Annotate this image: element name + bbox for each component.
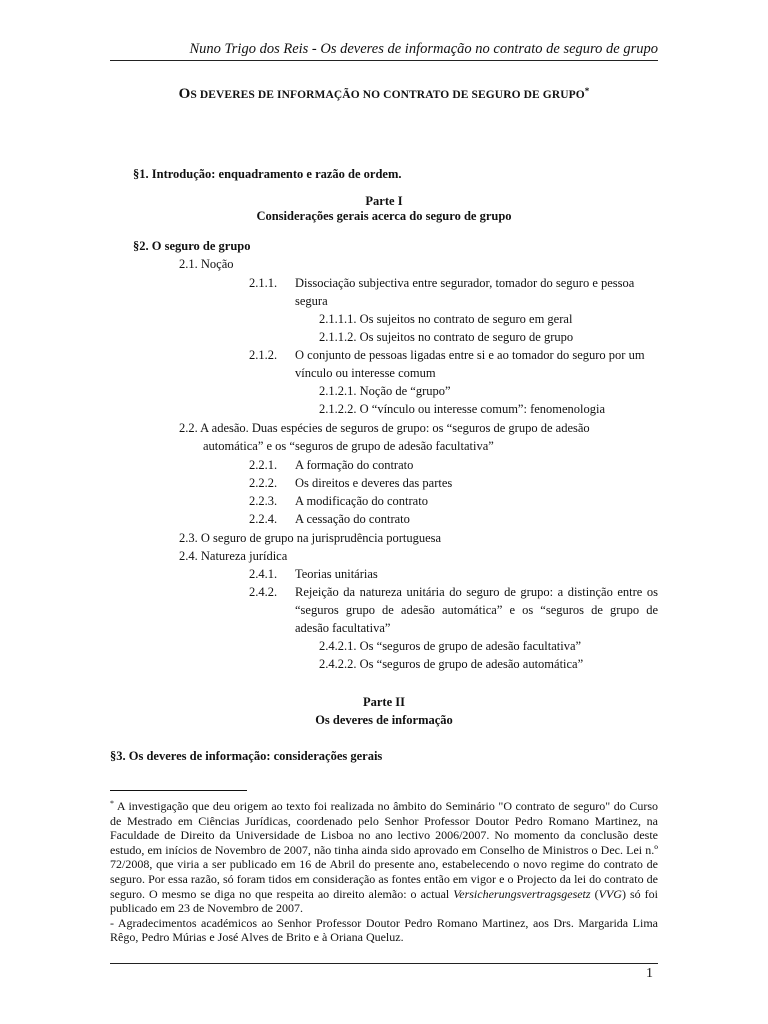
footnote-marker: *	[110, 799, 114, 808]
footnote-italic-vvg: VVG	[598, 886, 622, 901]
toc-2-2-2: Os direitos e deveres das partes	[295, 476, 453, 490]
toc-2-2-2-number: 2.2.2.	[249, 476, 278, 490]
part-1-label: Parte I	[365, 194, 403, 208]
title-first-letter: O	[178, 86, 191, 102]
section-2-heading: §2. O seguro de grupo	[133, 239, 251, 253]
part-1-title: Considerações gerais acerca do seguro de grupo	[256, 209, 512, 223]
title-rest: S DEVERES DE INFORMAÇÃO NO CONTRATO DE SEGURO DE GRUPO	[190, 89, 585, 101]
document-title	[110, 86, 658, 103]
toc-2-4-2-line3: adesão facultativa”	[295, 621, 391, 635]
toc-2-4-2-number: 2.4.2.	[249, 585, 278, 599]
footnote-text-a: A investigação que deu origem ao texto foi realizada no âmbito do Seminário "O contrato de seguro" do Curso de Mestrado em Ciências Jurídicas, coordenado pelo Senhor Professor Doutor Pedro Romano Martinez, na Faculdade de Direito da Universidade de Lisboa no ano lectivo 2006/2007. No momento da conclusão deste estudo, em inícios de Novembro de 2007, não tinha ainda sido aprovado em Conselho de Ministros o Dec. Lei n.º 72/2008, que viria a ser publicado em 16 de Abril do presente ano, estabelecendo o novo regime do contrato de seguro. Por essa razão, só foram tidos em consideração as fontes então em vigor e o Projecto da lei do contrato de seguro. O mesmo se diga no que respeita ao direito alemão: o actual	[110, 799, 658, 901]
header-rule	[110, 60, 658, 61]
toc-2-2-3: A modificação do contrato	[295, 494, 428, 508]
toc-2-4: 2.4. Natureza jurídica	[179, 549, 288, 563]
toc-2-4-2-1: 2.4.2.1. Os “seguros de grupo de adesão facultativa”	[319, 639, 582, 653]
toc-2-1-2-2: 2.1.2.2. O “vínculo ou interesse comum”: fenomenologia	[319, 402, 606, 416]
title-footnote-marker: *	[584, 86, 590, 96]
footnote-paragraph-1	[110, 797, 658, 916]
toc-2-2-line1: 2.2. A adesão. Duas espécies de seguros de grupo: os “seguros de grupo de adesão	[179, 421, 590, 435]
toc-2-4-2-line1: Rejeição da natureza unitária do seguro de grupo: a distinção entre os	[295, 585, 658, 599]
toc-2-1-2-number: 2.1.2.	[249, 348, 278, 362]
toc-2-4-1-number: 2.4.1.	[249, 567, 278, 581]
running-header: Nuno Trigo dos Reis - Os deveres de informação no contrato de seguro de grupo	[189, 41, 658, 57]
footnote-text-c: ) só foi publicado em 23 de Novembro de 2007.	[110, 886, 658, 916]
toc-2-2-1-number: 2.2.1.	[249, 458, 278, 472]
footnote-text-b: (	[590, 886, 599, 901]
toc-2-4-2-line2: “seguros grupo de adesão automática” e os “seguros de grupo de	[295, 603, 658, 617]
toc-2-1: 2.1. Noção	[179, 257, 234, 271]
toc-2-4-1: Teorias unitárias	[295, 567, 378, 581]
toc-2-2-1: A formação do contrato	[295, 458, 414, 472]
footnote-paragraph-2: - Agradecimentos académicos ao Senhor Professor Doutor Pedro Romano Martinez, aos Drs. Margarida Lima Rêgo, Pedro Múrias e José Alves de Brito e à Oriana Queluz.	[110, 915, 658, 945]
toc-2-1-2-line1: O conjunto de pessoas ligadas entre si e ao tomador do seguro por um	[295, 348, 645, 362]
footnote-separator	[110, 790, 247, 791]
toc-2-1-2-1: 2.1.2.1. Noção de “grupo”	[319, 384, 451, 398]
toc-2-1-1-line1: Dissociação subjectiva entre segurador, tomador do seguro e pessoa	[295, 276, 635, 290]
footnote	[110, 797, 658, 945]
toc-2-1-1-1: 2.1.1.1. Os sujeitos no contrato de seguro em geral	[319, 312, 573, 326]
toc-2-1-2-line2: vínculo ou interesse comum	[295, 366, 436, 380]
toc-2-1-1-number: 2.1.1.	[249, 276, 278, 290]
section-1-heading: §1. Introdução: enquadramento e razão de ordem.	[133, 167, 402, 181]
part-2-label: Parte II	[363, 695, 405, 709]
footnote-italic-vvg-full: Versicherungsvertragsgesetz	[453, 886, 591, 901]
toc-2-2-line2: automática” e os “seguros de grupo de adesão facultativa”	[203, 439, 494, 453]
toc-2-2-3-number: 2.2.3.	[249, 494, 278, 508]
toc-2-3: 2.3. O seguro de grupo na jurisprudência portuguesa	[179, 531, 442, 545]
toc-2-1-1-line2: segura	[295, 294, 328, 308]
toc-2-2-4: A cessação do contrato	[295, 512, 410, 526]
toc-2-4-2-2: 2.4.2.2. Os “seguros de grupo de adesão automática”	[319, 657, 584, 671]
section-3-heading: §3. Os deveres de informação: considerações gerais	[110, 749, 383, 763]
toc-2-2-4-number: 2.2.4.	[249, 512, 278, 526]
toc-2-1-1-2: 2.1.1.2. Os sujeitos no contrato de seguro de grupo	[319, 330, 574, 344]
part-2-title: Os deveres de informação	[315, 713, 453, 727]
page-number: 1	[646, 966, 653, 981]
footer-rule	[110, 963, 658, 964]
